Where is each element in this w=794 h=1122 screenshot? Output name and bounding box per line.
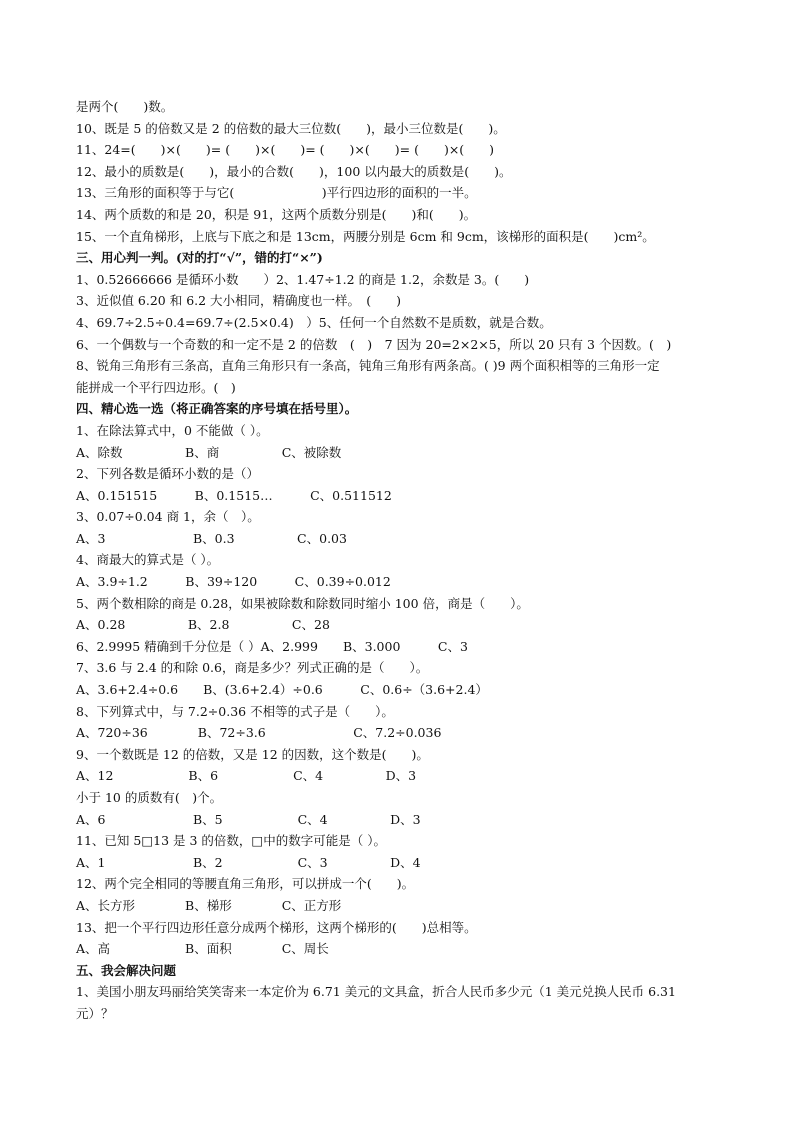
question-14: 14、两个质数的和是 20，积是 91，这两个质数分别是( )和( )。 [76, 206, 477, 222]
section-3-heading: 三、用心判一判。(对的打“√”，错的打“×”) [76, 250, 323, 266]
text-line: 是两个( )数。 [76, 99, 174, 114]
problem-1-cont: 元）？ [76, 1005, 114, 1021]
question-13: 13、三角形的面积等于与它( )平行四边形的面积的一半。 [76, 185, 477, 201]
choice-2-options: A、0.151515 B、0.1515… C、0.511512 [76, 487, 392, 503]
question-15: 15、一个直角梯形，上底与下底之和是 13cm，两腰分别是 6cm 和 9cm，该梯形的面积是( )cm²。 [76, 228, 655, 244]
judge-8-9: 8、锐角三角形有三条高，直角三角形只有一条高，钝角三角形有两条高。( )9 两个面积相等的三角形一定 [76, 358, 660, 374]
question-10: 10、既是 5 的倍数又是 2 的倍数的最大三位数( )，最小三位数是( )。 [76, 120, 506, 136]
question-12: 12、最小的质数是( )，最小的合数( )，100 以内最大的质数是( )。 [76, 163, 512, 179]
choice-6: 6、2.9995 精确到千分位是（ ）A、2.999 B、3.000 C、3 [76, 638, 468, 654]
judge-6-7: 6、一个偶数与一个奇数的和一定不是 2 的倍数 ( ) 7 因为 20=2×2×5，所以 20 只有 3 个因数。( ) [76, 336, 672, 352]
choice-13: 13、把一个平行四边形任意分成两个梯形，这两个梯形的( )总相等。 [76, 919, 477, 935]
judge-4-5: 4、69.7÷2.5÷0.4=69.7÷(2.5×0.4) ）5、任何一个自然数不是质数，就是合数。 [76, 314, 552, 330]
choice-10: 小于 10 的质数有( )个。 [76, 790, 223, 805]
choice-4-options: A、3.9÷1.2 B、39÷120 C、0.39÷0.012 [76, 574, 391, 590]
choice-12: 12、两个完全相同的等腰直角三角形，可以拼成一个( )。 [76, 876, 415, 892]
exam-page [76, 96, 736, 1025]
choice-13-options: A、高 B、面积 C、周长 [76, 941, 329, 957]
choice-1-options: A、除数 B、商 C、被除数 [76, 444, 342, 460]
choice-5: 5、两个数相除的商是 0.28，如果被除数和除数同时缩小 100 倍，商是（ ）。 [76, 595, 529, 611]
judge-1-2: 1、0.52666666 是循环小数 ）2、1.47÷1.2 的商是 1.2，余数是 3。( ) [76, 271, 530, 287]
choice-4: 4、商最大的算式是（ ）。 [76, 552, 220, 568]
choice-3-options: A、3 B、0.3 C、0.03 [76, 530, 347, 546]
choice-8-options: A、720÷36 B、72÷3.6 C、7.2÷0.036 [76, 725, 442, 741]
question-11: 11、24=( )×( )= ( )×( )= ( )×( )= ( )×( ) [76, 142, 495, 158]
choice-3: 3、0.07÷0.04 商 1，余（ ）。 [76, 509, 260, 525]
choice-11: 11、已知 5□13 是 3 的倍数，□中的数字可能是（ ）。 [76, 833, 386, 849]
choice-10-options: A、6 B、5 C、4 D、3 [76, 811, 421, 827]
choice-7: 7、3.6 与 2.4 的和除 0.6，商是多少？列式正确的是（ ）。 [76, 660, 429, 676]
choice-9: 9、一个数既是 12 的倍数，又是 12 的因数，这个数是( )。 [76, 746, 429, 762]
choice-5-options: A、0.28 B、2.8 C、28 [76, 617, 330, 633]
problem-1: 1、美国小朋友玛丽给笑笑寄来一本定价为 6.71 美元的文具盒，折合人民币多少元（1 美元兑换人民币 6.31 [76, 984, 676, 1000]
judge-9-cont: 能拼成一个平行四边形。( ) [76, 379, 236, 395]
choice-11-options: A、1 B、2 C、3 D、4 [76, 854, 421, 870]
choice-9-options: A、12 B、6 C、4 D、3 [76, 768, 417, 784]
section-5-heading: 五、我会解决问题 [76, 962, 177, 978]
choice-2: 2、下列各数是循环小数的是（） [76, 466, 259, 482]
section-4-heading: 四、精心选一选（将正确答案的序号填在括号里）。 [76, 401, 358, 417]
choice-12-options: A、长方形 B、梯形 C、正方形 [76, 897, 342, 913]
choice-7-options: A、3.6+2.4÷0.6 B、(3.6+2.4）÷0.6 C、0.6÷（3.6+2.4） [76, 682, 488, 698]
choice-8: 8、下列算式中，与 7.2÷0.36 不相等的式子是（ ）。 [76, 703, 394, 719]
choice-1: 1、在除法算式中，0 不能做（ ）。 [76, 422, 269, 438]
judge-3: 3、近似值 6.20 和 6.2 大小相同，精确度也一样。 ( ) [76, 293, 402, 309]
